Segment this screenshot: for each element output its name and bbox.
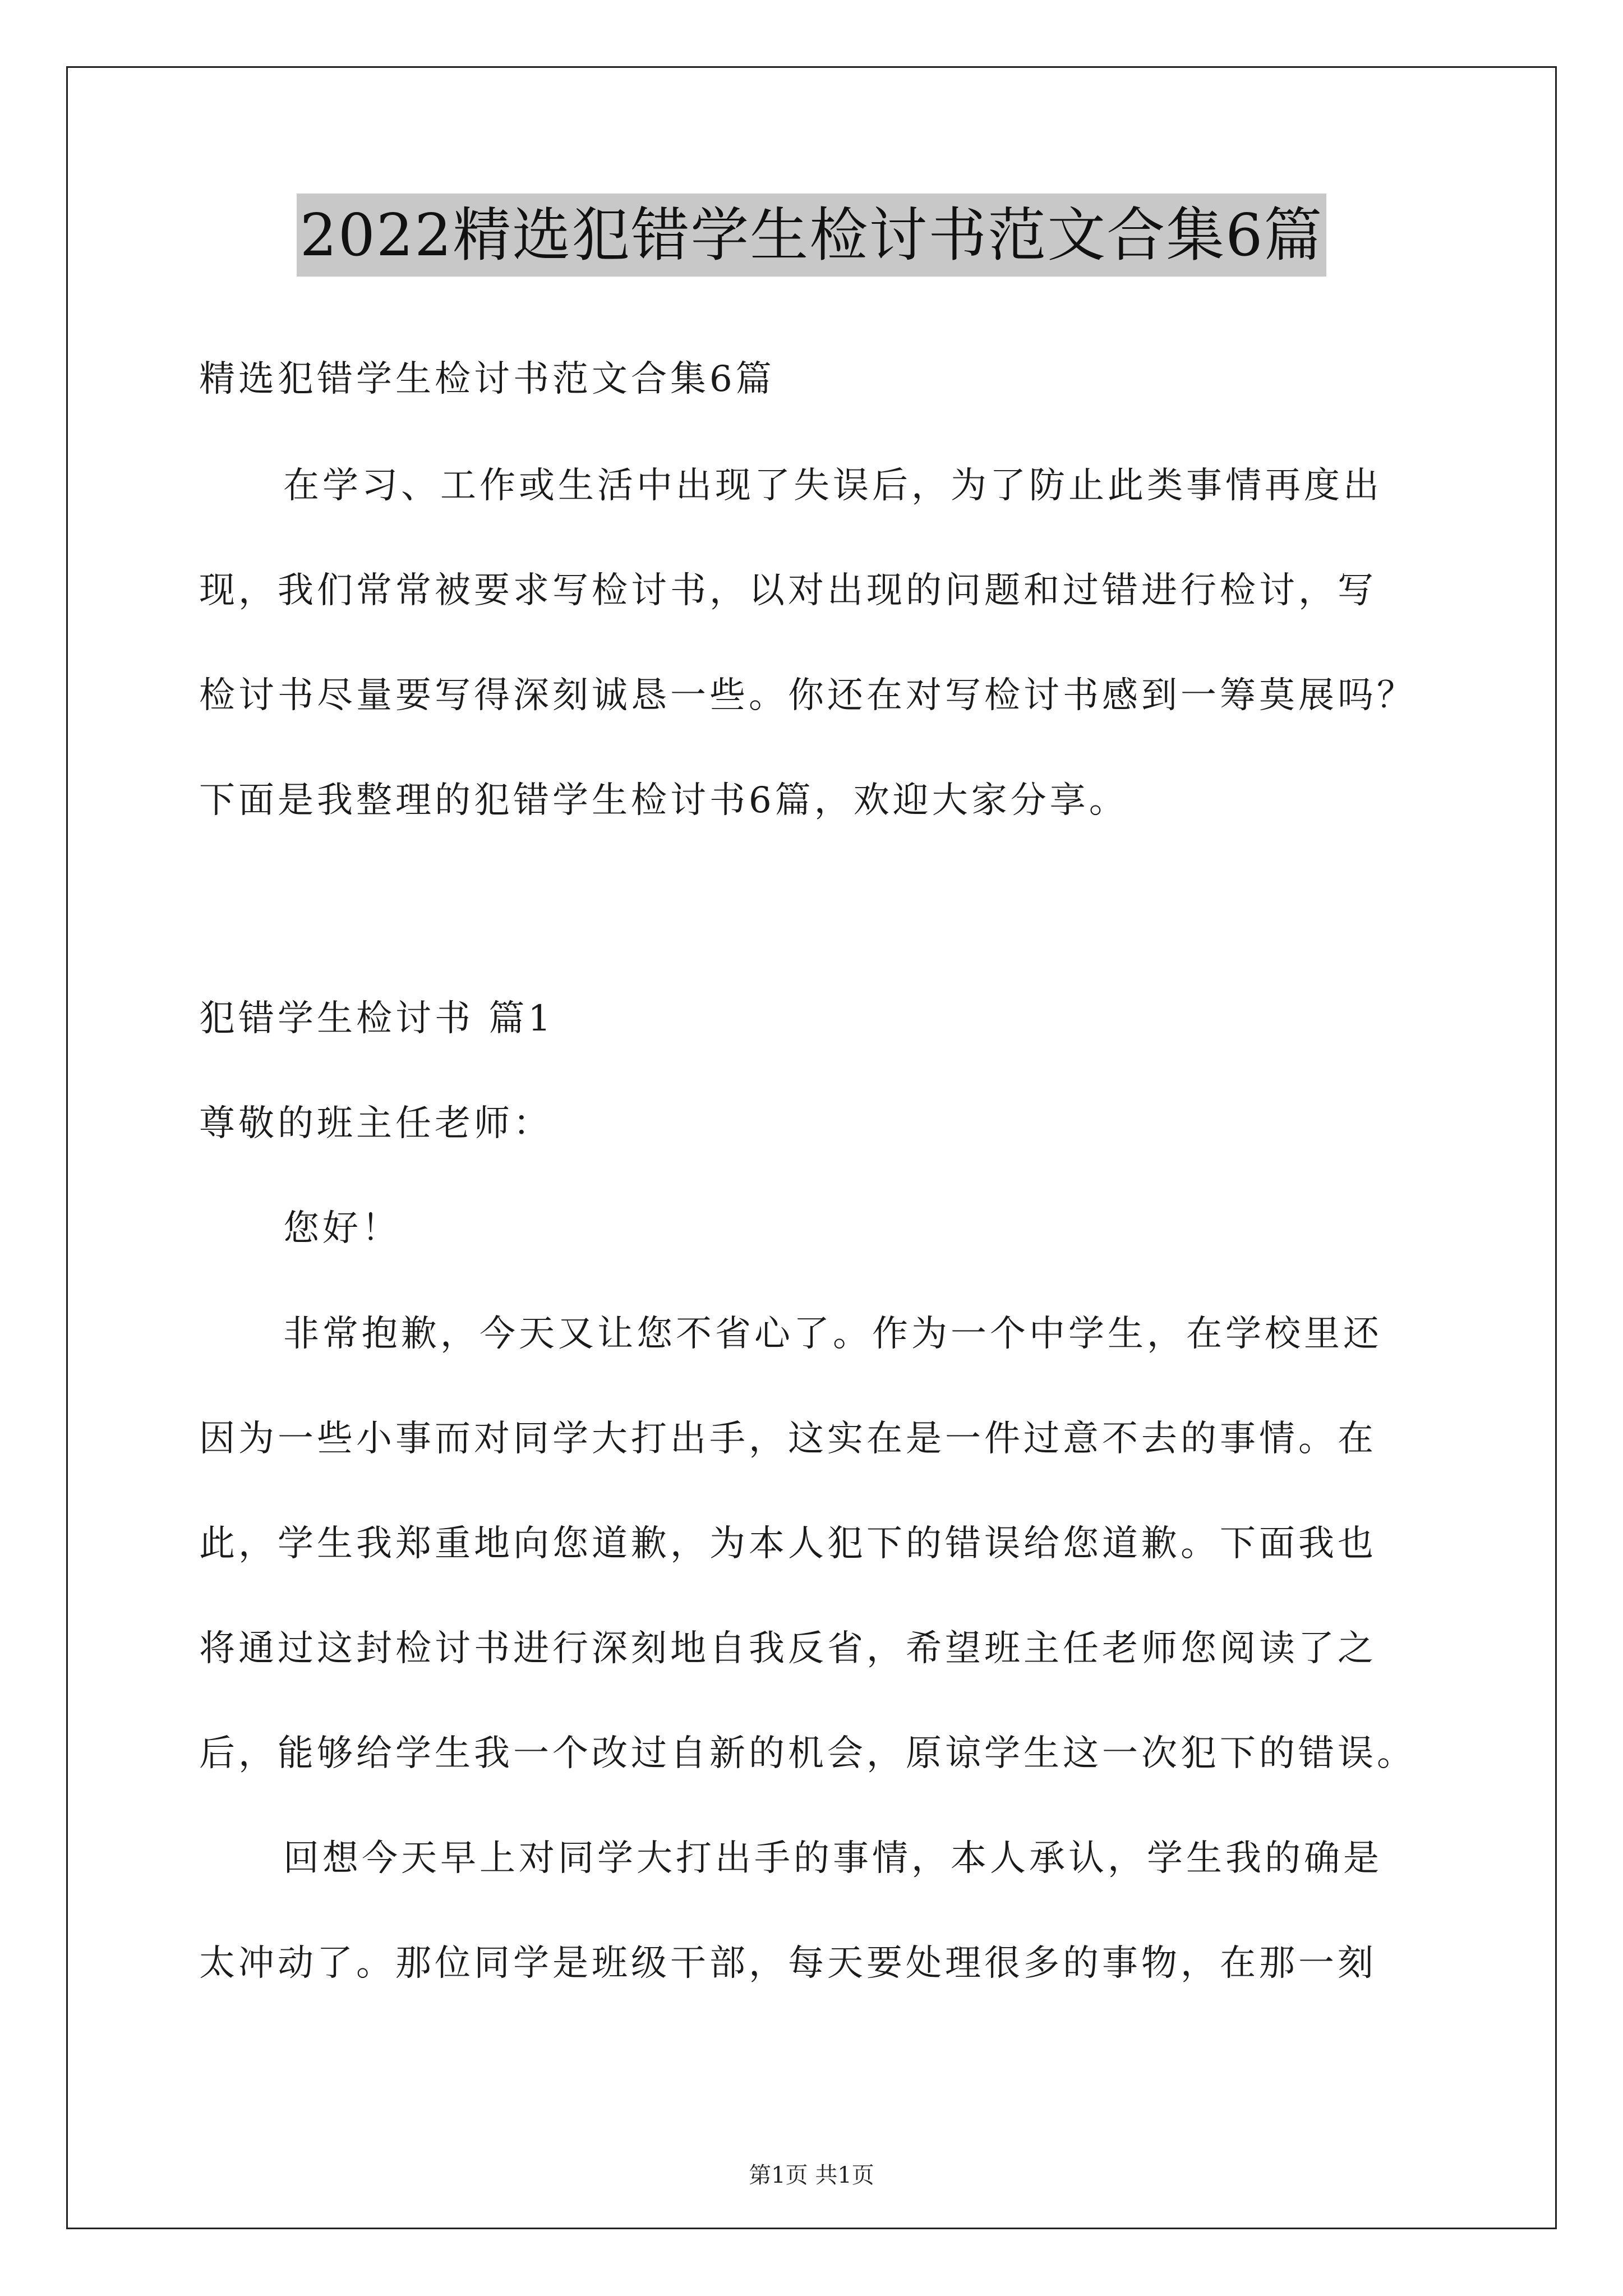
intro-line-1: 在学习、工作或生活中出现了失误后，为了防止此类事情再度出 — [283, 465, 1382, 507]
body-line-6: 回想今天早上对同学大打出手的事情，本人承认，学生我的确是 — [283, 1838, 1382, 1879]
intro-line-2: 现，我们常常被要求写检讨书，以对出现的问题和过错进行检讨，写 — [199, 570, 1377, 611]
intro-line-4: 下面是我整理的犯错学生检讨书6篇，欢迎大家分享。 — [199, 780, 1128, 821]
body-line-7: 太冲动了。那位同学是班级干部，每天要处理很多的事物，在那一刻 — [199, 1943, 1377, 1984]
section-heading: 犯错学生检讨书 篇1 — [199, 998, 555, 1039]
body-line-5: 后，能够给学生我一个改过自新的机会，原谅学生这一次犯下的错误。 — [199, 1733, 1416, 1774]
greeting: 您好！ — [283, 1208, 401, 1249]
document-title: 2022精选犯错学生检讨书范文合集6篇 — [297, 194, 1327, 277]
intro-line-3: 检讨书尽量要写得深刻诚恳一些。你还在对写检讨书感到一筹莫展吗？ — [199, 675, 1416, 716]
body-line-2: 因为一些小事而对同学大打出手，这实在是一件过意不去的事情。在 — [199, 1418, 1377, 1460]
title-container — [0, 194, 1623, 277]
body-line-3: 此，学生我郑重地向您道歉，为本人犯下的错误给您道歉。下面我也 — [199, 1523, 1377, 1565]
body-line-1: 非常抱歉，今天又让您不省心了。作为一个中学生，在学校里还 — [283, 1313, 1382, 1355]
document-subtitle: 精选犯错学生检讨书范文合集6篇 — [199, 358, 775, 400]
salutation: 尊敬的班主任老师： — [199, 1103, 552, 1144]
page-footer: 第1页 共1页 — [749, 2162, 874, 2188]
body-line-4: 将通过这封检讨书进行深刻地自我反省，希望班主任老师您阅读了之 — [199, 1628, 1377, 1669]
